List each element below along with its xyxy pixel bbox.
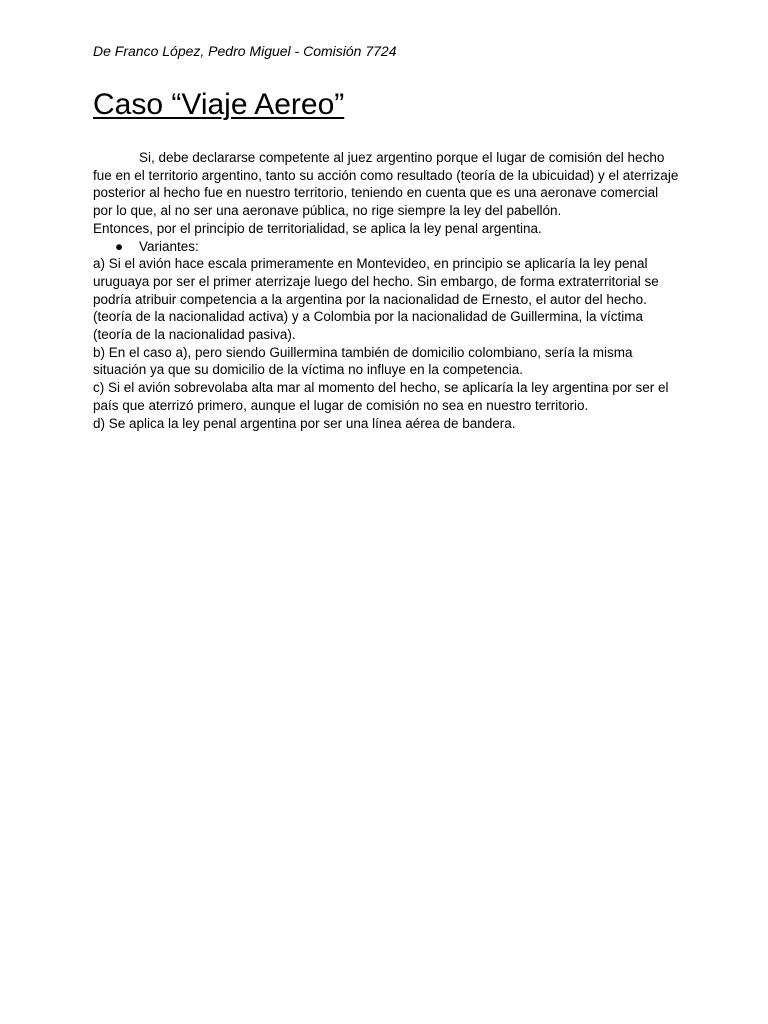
intro-paragraph: Si, debe declararse competente al juez argentino porque el lugar de comisión del hecho fue en el territorio argentino, tanto su acción como resultado (teoría de la ubicuidad) y el aterrizaje posterior al hecho fue en nuestro territorio, teniendo en cuenta que es una aeronave comercial por lo que, al no ser una aeronave pública, no rige siempre la ley del pabellón. [93,150,679,219]
conclusion-paragraph: Entonces, por el principio de territorialidad, se aplica la ley penal argentina. [93,220,542,236]
bullet-icon: ● [115,238,124,254]
variant-a-paragraph: a) Si el avión hace escala primeramente en Montevideo, en principio se aplicaría la ley penal uruguaya por ser el primer aterrizaje luego del hecho. Sin embargo, de forma extraterritorial se podría atribuir competencia a la argentina por la nacionalidad de Ernesto, el autor del hecho. (teoría de la nacionalidad activa) y a Colombia por la nacionalidad de Guillermina, la víctima (teoría de la nacionalidad pasiva). [93,256,659,343]
variants-label: Variantes: [139,238,199,254]
variants-bullet [93,238,679,256]
variant-c-paragraph: c) Si el avión sobrevolaba alta mar al momento del hecho, se aplicaría la ley argentina por ser el país que aterrizó primero, aunque el lugar de comisión no sea en nuestro territorio. [93,380,669,413]
document-title: Caso “Viaje Aereo” [93,88,345,121]
variant-d-paragraph: d) Se aplica la ley penal argentina por ser una línea aérea de bandera. [93,415,516,431]
document-body [93,149,679,432]
variant-b-paragraph: b) En el caso a), pero siendo Guillermina también de domicilio colombiano, sería la misma situación ya que su domicilio de la víctima no influye en la competencia. [93,344,633,378]
author-header: De Franco López, Pedro Miguel - Comisión 7724 [93,43,397,59]
